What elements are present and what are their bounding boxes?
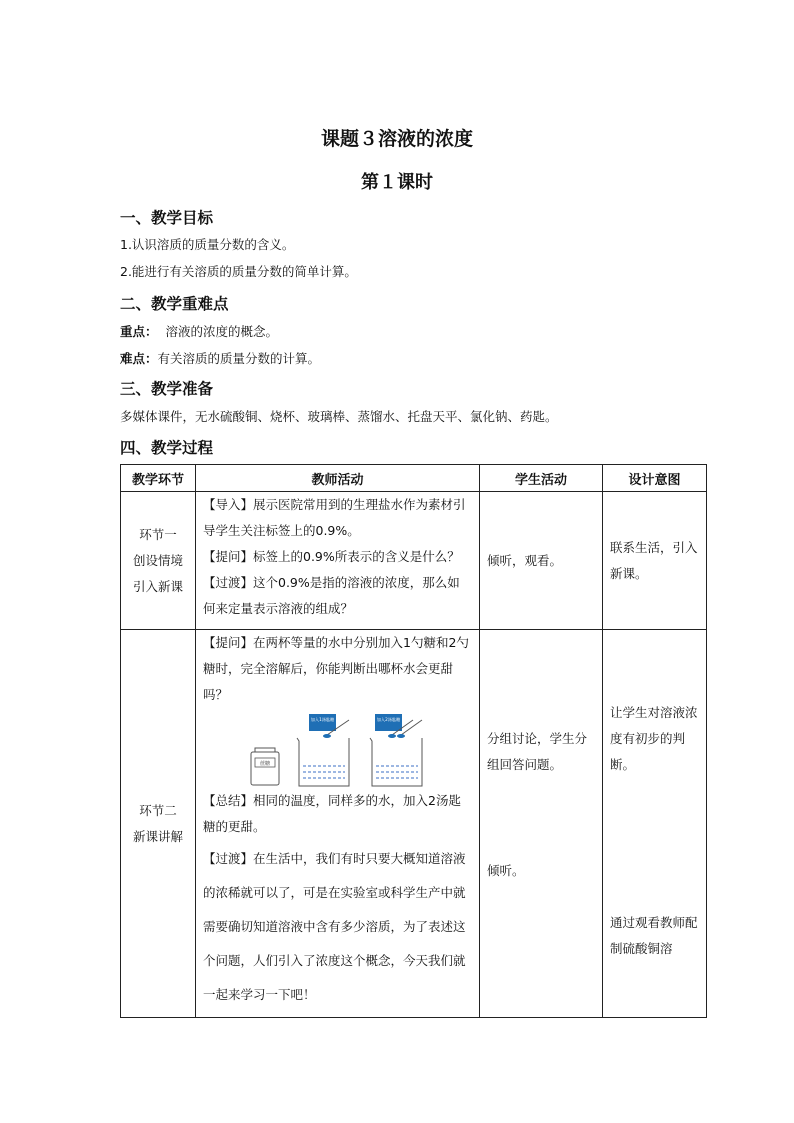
student-cell [480,630,603,1018]
beaker-icon [370,738,422,786]
student-text: 分组讨论，学生分组回答问题。 [487,731,588,772]
teacher-text: 【过渡】这个0.9%是指的溶液的浓度，那么如何来定量表示溶液的组成？ [203,575,460,616]
page-title: 课题３溶液的浓度 [320,128,473,150]
header-teacher: 教师活动 [196,465,480,492]
student-cell [480,492,603,630]
student-text: 倾听。 [487,863,525,878]
goal-item: 2.能进行有关溶质的质量分数的简单计算。 [120,264,357,279]
stage-cell [121,630,196,1018]
beaker-icon [297,738,349,786]
table-row [121,492,707,630]
spoon-sign-icon [309,714,349,738]
sugar-jar-icon [251,748,279,785]
difficult-text: 有关溶质的质量分数的计算。 [157,351,321,366]
student-text: 倾听，观看。 [487,552,563,568]
sign2-label: 加入2汤匙糖 [376,717,401,722]
key-label: 重点： [120,324,158,339]
intent-text: 联系生活，引入新课。 [610,539,698,581]
teacher-text: 【提问】标签上的0.9%所表示的含义是什么？ [203,549,460,564]
table-row [121,630,707,1018]
header-intent: 设计意图 [603,465,707,492]
difficult-label: 难点： [120,351,158,366]
teacher-text: 【导入】展示医院常用到的生理盐水作为素材引导学生关注标签上的0.9%。 [203,497,466,538]
intent-cell [603,630,707,1018]
teacher-cell [196,630,480,1018]
intent-cell [603,492,707,630]
section-heading-key-points: 二、教学重难点 [120,295,229,313]
beaker-illustration [203,708,472,788]
page-subtitle: 第１课时 [361,172,433,193]
teacher-text: 【提问】在两杯等量的水中分别加入1勺糖和2勺糖时，完全溶解后，你能判断出哪杯水会更甜吗？ [203,635,469,702]
stage-line: 新课讲解 [132,828,183,844]
teacher-text: 【过渡】在生活中，我们有时只要大概知道溶液的浓稀就可以了，可是在实验室或科学生产中就需要确切知道溶液中含有多少溶质，为了表述这个问题，人们引入了浓度这个概念，今天我们就一起来学习一下吧！ [203,851,466,1002]
difficult-point [120,350,320,368]
header-student: 学生活动 [480,465,603,492]
spoon-sign-icon [375,714,422,738]
stage-line: 环节二 [139,802,177,818]
intent-text: 让学生对溶液浓度有初步的判断。 [610,705,698,772]
section-heading-preparation: 三、教学准备 [120,380,214,398]
process-table [120,464,707,1018]
section-heading-process: 四、教学过程 [120,439,214,457]
stage-line: 创设情境 [132,552,183,568]
sign1-label: 加入1汤匙糖 [310,717,335,722]
stage-cell [121,492,196,630]
intent-text: 通过观看教师配制硫酸铜溶 [610,915,698,956]
teacher-cell [196,492,480,630]
beaker-illustration-svg [203,708,473,788]
preparation-text: 多媒体课件，无水硫酸铜、烧杯、玻璃棒、蒸馏水、托盘天平、氯化钠、药匙。 [120,409,558,424]
jar-label: 蔗糖 [259,761,271,767]
section-heading-goals: 一、教学目标 [120,209,214,227]
goal-item: 1.认识溶质的质量分数的含义。 [120,237,295,252]
stage-line: 环节一 [139,526,177,542]
table-header-row [121,465,707,492]
stage-line: 引入新课 [132,578,183,594]
header-stage: 教学环节 [121,465,196,492]
key-text: 溶液的浓度的概念。 [157,324,278,339]
key-point [120,323,278,341]
teacher-text: 【总结】相同的温度，同样多的水，加入2汤匙糖的更甜。 [203,793,461,834]
